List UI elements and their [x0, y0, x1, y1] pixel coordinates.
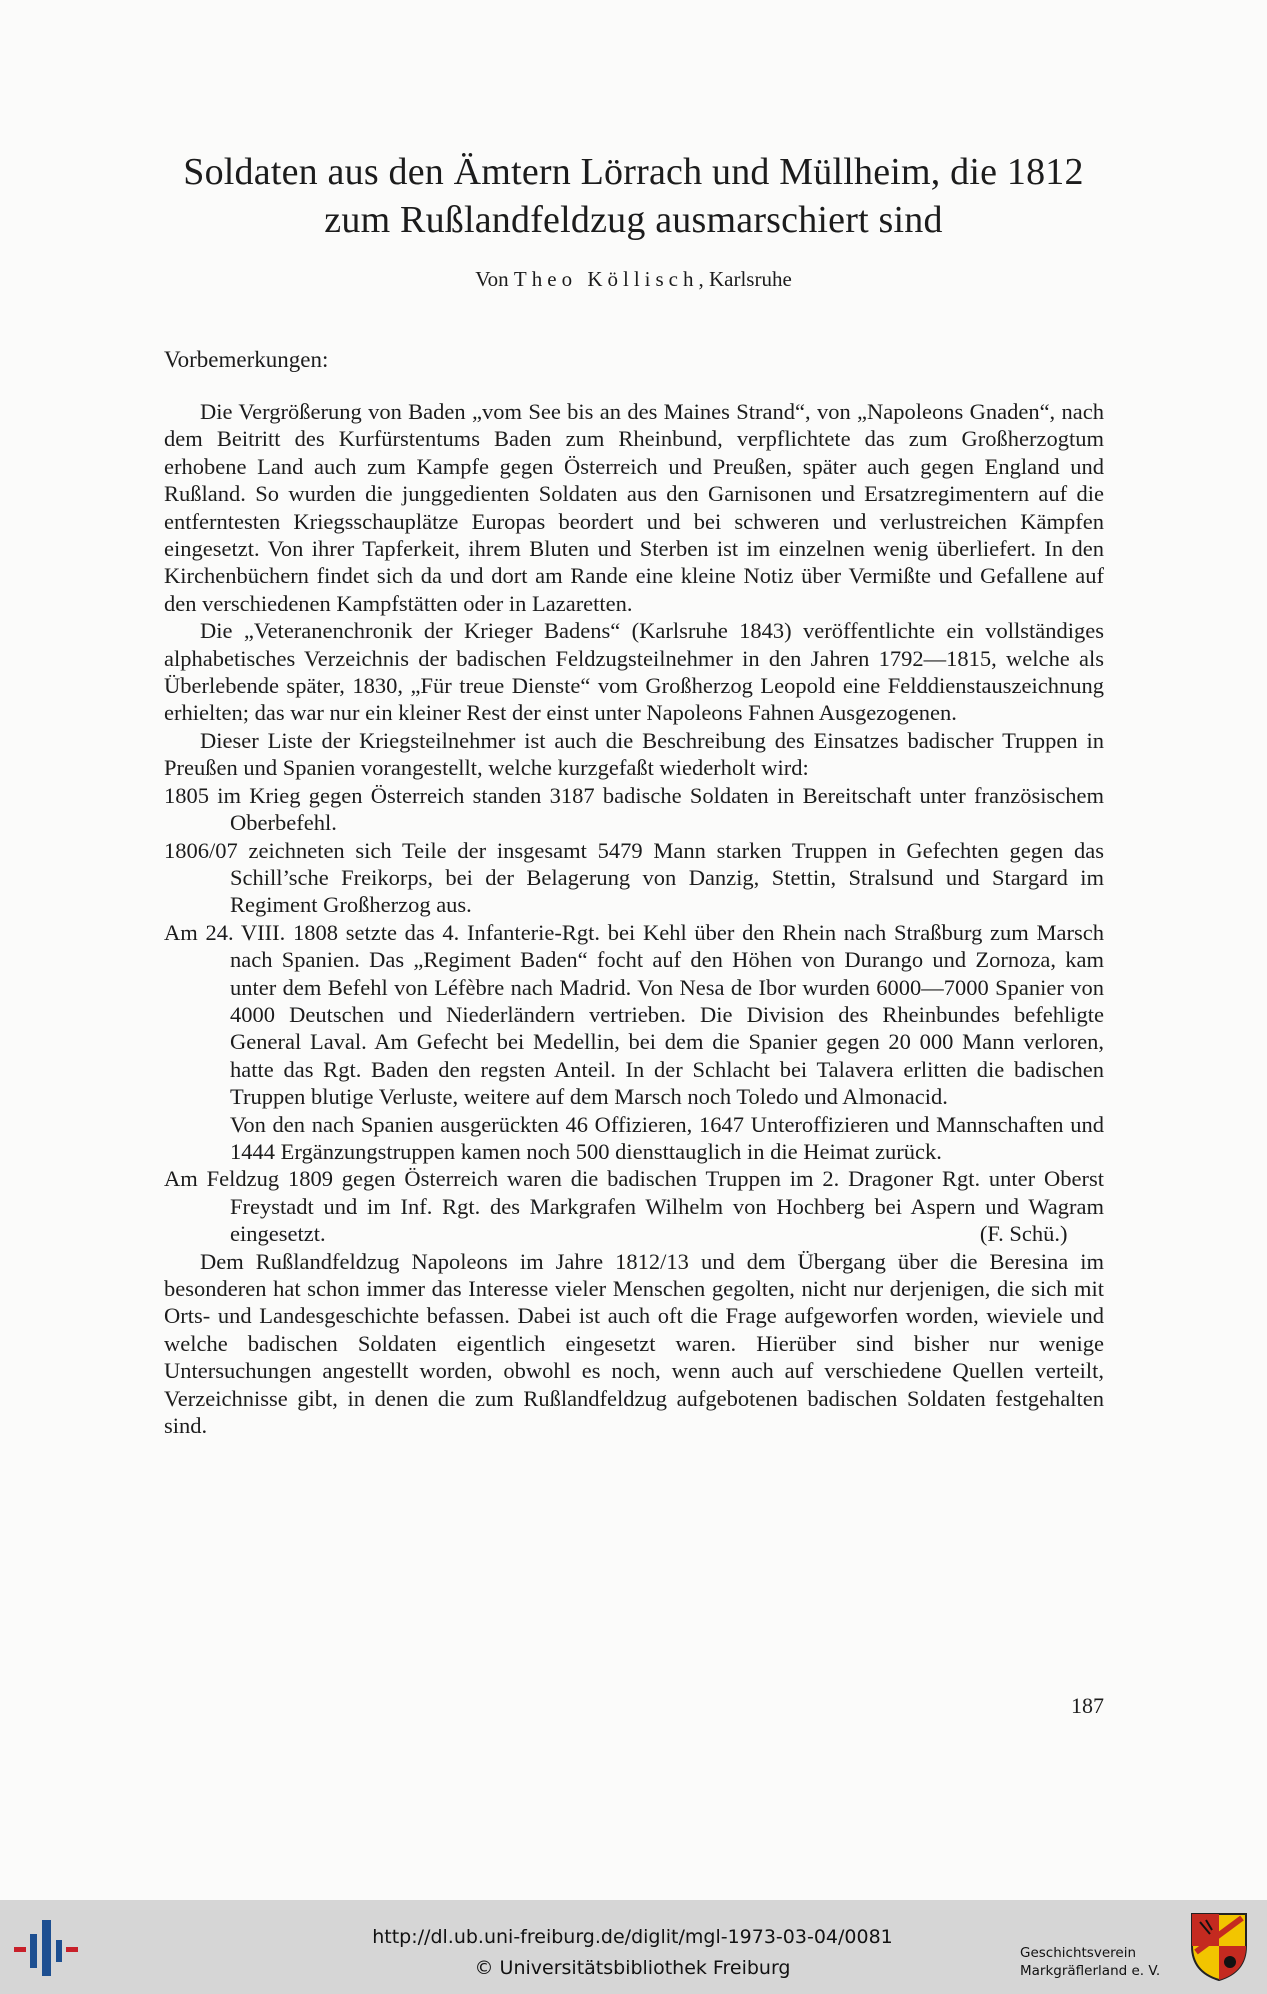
- page-number: 187: [1071, 1693, 1104, 1718]
- coat-of-arms-icon: [1190, 1912, 1248, 1982]
- author-initials: (F. Schü.): [979, 1221, 1068, 1247]
- list-entry-1809: [164, 1165, 1104, 1247]
- section-heading: Vorbemerkungen:: [164, 347, 329, 372]
- list-entry-1808: Am 24. VIII. 1808 setzte das 4. Infanterie-Rgt. bei Kehl über den Rhein nach Straßburg zum Marsch nach Spanien. Das „Regiment Baden“ focht auf den Höhen von Durango und Zornoza, kam unter dem Befehl von Léfèbre nach Madrid. Von Nesa de Ibor wurden 6000—7000 Spanier von 4000 Deutschen und Niederländern vertrieben. Die Division des Rheinbundes befehligte General Laval. Am Gefecht bei Medellin, bei dem die Spanier gegen 20 000 Mann verloren, hatte das Rgt. Baden den regsten Anteil. In der Schlacht bei Talavera erlitten die badischen Truppen blutige Verluste, weitere auf dem Marsch noch Toledo und Almonacid.: [164, 919, 1104, 1110]
- list-entry-1806: 1806/07 zeichneten sich Teile der insgesamt 5479 Mann starken Truppen in Gefechten gegen das Schill’sche Freikorps, bei der Belagerung von Danzig, Stettin, Stralsund und Stargard im Regiment Großherzog aus.: [164, 837, 1104, 918]
- paragraph-1: Die Vergrößerung von Baden „vom See bis an des Maines Strand“, von „Napoleons Gnaden“, nach dem Beitritt des Kurfürstentums Baden zum Rheinbund, verpflichtete das zum Großherzogtum erhobene Land auch zum Kampfe gegen Österreich und Preußen, später auch gegen England und Rußland. So wurden die junggedienten Soldaten aus den Garnisonen und Ersatzregimentern auf die entferntesten Kriegsschauplätze Europas beordert und bei schweren und verlustreichen Kämpfen eingesetzt. Von ihrer Tapferkeit, ihrem Bluten und Sterben ist im einzelnen wenig überliefert. In den Kirchenbüchern findet sich da und dort am Rande eine kleine Notiz über Vermißte und Gefallene auf den verschiedenen Kampfstätten oder in Lazaretten.: [164, 399, 1104, 616]
- author-name: Theo Köllisch: [513, 267, 699, 291]
- author-prefix: Von: [475, 267, 509, 291]
- paragraph-3: Dieser Liste der Kriegsteilnehmer ist auch die Beschreibung des Einsatzes badischer Truppen in Preußen und Spanien vorangestellt, welche kurzgefaßt wiederholt wird:: [164, 727, 1104, 781]
- ub-freiburg-logo-icon: [12, 1910, 82, 1986]
- author-place: , Karlsruhe: [698, 267, 792, 291]
- society-name-line-1: Geschichtsverein: [1020, 1945, 1136, 1961]
- list-entry-1805: 1805 im Krieg gegen Österreich standen 3187 badische Soldaten in Bereitschaft unter französischem Oberbefehl.: [164, 782, 1104, 836]
- list-entry-1809-text: Am Feldzug 1809 gegen Österreich waren die badischen Truppen im 2. Dragoner Rgt. unter Oberst Freystadt und im Inf. Rgt. des Markgrafen Wilhelm von Hochberg bei Aspern und Wagram eingesetzt.: [164, 1166, 1104, 1247]
- article-body: [164, 398, 1104, 1439]
- title-line-1: Soldaten aus den Ämtern Lörrach und Müllheim, die 1812: [183, 151, 1084, 193]
- article-title: [100, 148, 1167, 244]
- permalink-link[interactable]: http://dl.ub.uni-freiburg.de/diglit/mgl-1973-03-04/0081: [372, 1926, 893, 1948]
- list-entry-1808-continued: Von den nach Spanien ausgerückten 46 Offizieren, 1647 Unteroffizieren und Mannschaften und 1444 Ergänzungstruppen kamen noch 500 diensttauglich in die Heimat zurück.: [230, 1111, 1104, 1164]
- author-line: [100, 266, 1167, 292]
- paragraph-4: Dem Rußlandfeldzug Napoleons im Jahre 1812/13 und dem Übergang über die Beresina im besonderen hat schon immer das Interesse vieler Menschen gegolten, nicht nur derjenigen, die sich mit Orts- und Landesgeschichte befassen. Dabei ist auch oft die Frage aufgeworfen worden, wieviele und welche badischen Soldaten eigentlich eingesetzt waren. Hierüber sind bisher nur wenige Untersuchungen angestellt worden, obwohl es noch, wenn auch auf verschiedene Quellen verteilt, Verzeichnisse gibt, in denen die zum Rußlandfeldzug aufgebotenen badischen Soldaten festgehalten sind.: [164, 1248, 1104, 1439]
- paragraph-2: Die „Veteranenchronik der Krieger Badens“ (Karlsruhe 1843) veröffentlichte ein vollständiges alphabetisches Verzeichnis der badischen Feldzugsteilnehmer in den Jahren 1792—1815, welche als Überlebende später, 1830, „Für treue Dienste“ vom Großherzog Leopold eine Felddienstauszeichnung erhielten; das war nur ein kleiner Rest der einst unter Napoleons Fahnen Ausgezogenen.: [164, 618, 1104, 726]
- title-line-2: zum Rußlandfeldzug ausmarschiert sind: [324, 199, 943, 241]
- copyright-text: © Universitätsbibliothek Freiburg: [474, 1957, 791, 1979]
- society-name: [1020, 1944, 1180, 1980]
- society-name-line-2: Markgräflerland e. V.: [1020, 1963, 1161, 1979]
